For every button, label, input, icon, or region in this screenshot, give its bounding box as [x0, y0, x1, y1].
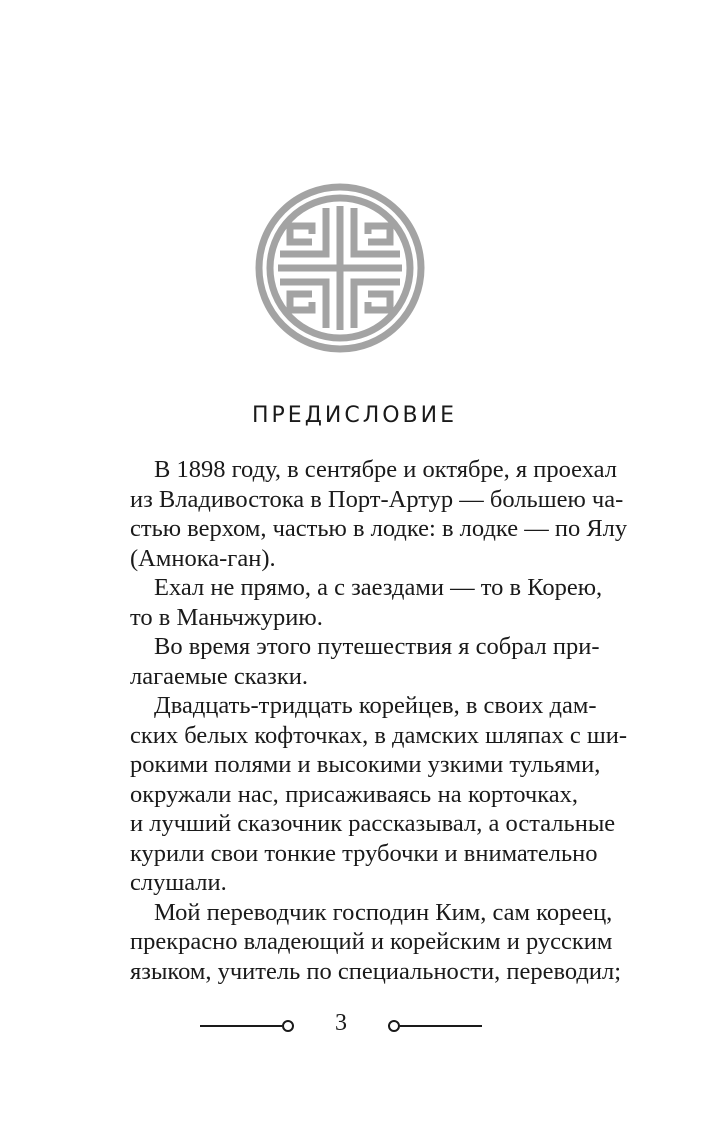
- text-line: (Амнока-ган).: [130, 544, 276, 572]
- footer-ornament-right-icon: [388, 1020, 400, 1032]
- text-line: слушали.: [130, 869, 227, 896]
- text-line: курили свои тонкие трубочки и внимательно: [130, 839, 598, 867]
- text-line: языком, учитель по специальности, переводил;: [130, 957, 622, 985]
- body-text: [130, 455, 628, 986]
- page-number: 3: [335, 1010, 347, 1036]
- text-line: рокими полями и высокими узкими тульями,: [130, 751, 601, 778]
- text-line: Двадцать-тридцать корейцев, в своих дам-: [154, 692, 597, 719]
- page-title: ПРЕДИСЛОВИЕ: [251, 403, 458, 428]
- page-footer: [200, 1008, 482, 1044]
- text-line: ских белых кофточках, в дамских шляпах с ши-: [130, 721, 628, 749]
- text-line: прекрасно владеющий и корейским и русским: [130, 928, 613, 955]
- text-line: из Владивостока в Порт-Артур — большею ча-: [130, 485, 624, 513]
- text-line: лагаемые сказки.: [130, 662, 308, 690]
- text-line: окружали нас, присаживаясь на корточках,: [130, 780, 578, 808]
- text-line: Во время этого путешествия я собрал при-: [154, 633, 600, 660]
- text-line: стью верхом, частью в лодке: в лодке — по Ялу: [130, 515, 628, 542]
- text-line: В 1898 году, в сентябре и октябре, я проехал: [154, 456, 617, 483]
- text-line: Мой переводчик господин Ким, сам кореец,: [154, 898, 613, 926]
- text-line: Ехал не прямо, а с заездами — то в Корею,: [154, 574, 603, 601]
- text-line: и лучший сказочник рассказывал, а остальные: [130, 810, 616, 837]
- text-line: то в Маньчжурию.: [130, 603, 323, 631]
- footer-rule-right: [400, 1025, 482, 1027]
- emblem-icon: [254, 182, 426, 354]
